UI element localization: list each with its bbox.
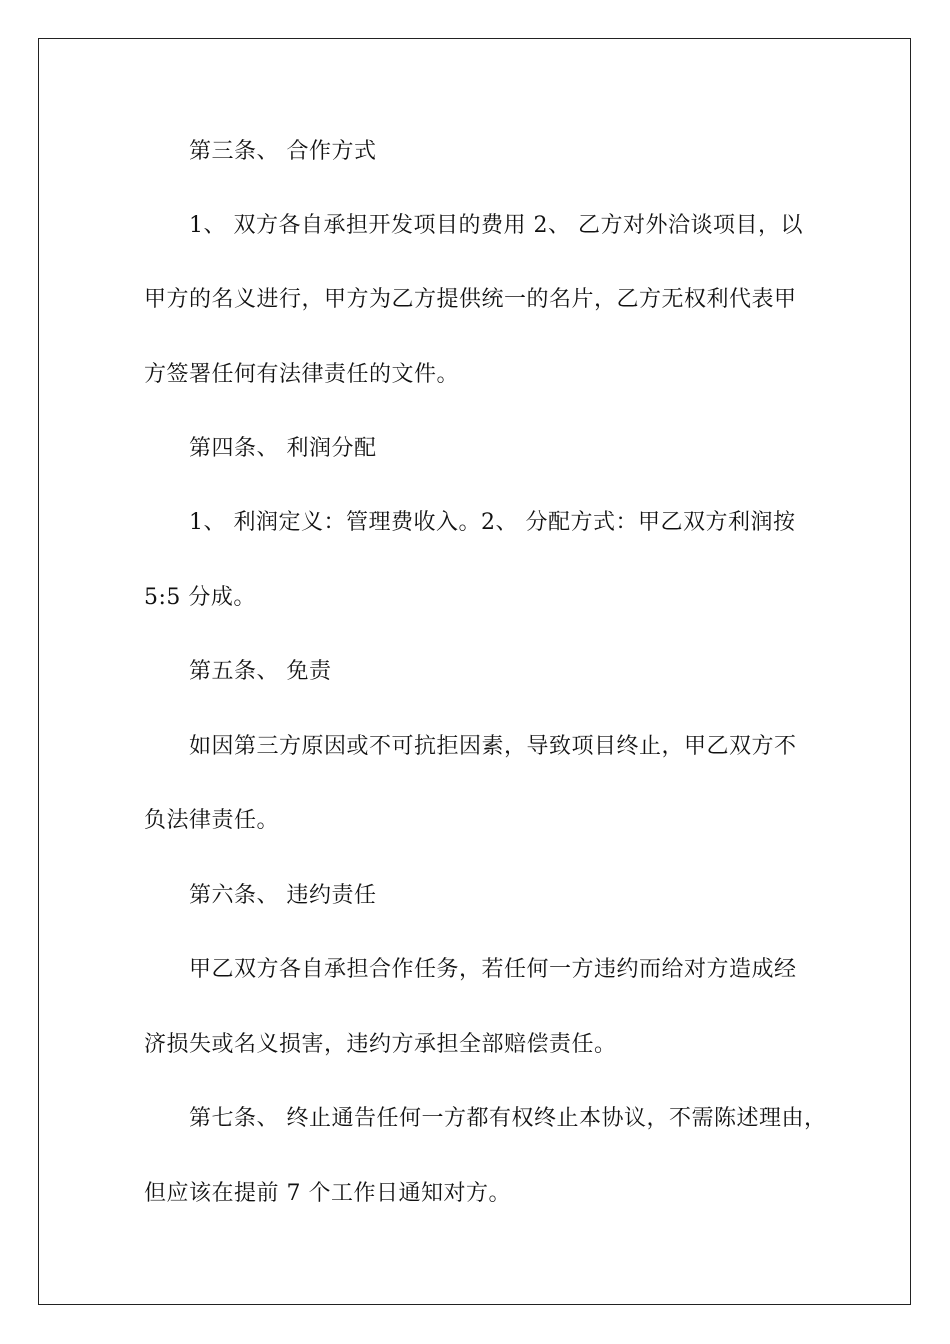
article-3-paragraph-line: 甲方的名义进行，甲方为乙方提供统一的名片，乙方无权利代表甲 bbox=[144, 287, 797, 312]
article-6-heading: 第六条、 违约责任 bbox=[189, 883, 377, 908]
article-7-paragraph-line: 但应该在提前 7 个工作日通知对方。 bbox=[144, 1181, 511, 1206]
article-6-paragraph-line: 甲乙双方各自承担合作任务，若任何一方违约而给对方造成经 bbox=[189, 957, 797, 982]
article-6-paragraph-line: 济损失或名义损害，违约方承担全部赔偿责任。 bbox=[144, 1032, 617, 1057]
article-4-heading: 第四条、 利润分配 bbox=[189, 436, 377, 461]
article-3-paragraph-line: 方签署任何有法律责任的文件。 bbox=[144, 362, 460, 387]
article-4-paragraph-line: 1、 利润定义：管理费收入。2、 分配方式：甲乙双方利润按 bbox=[189, 510, 796, 535]
article-3-paragraph-line: 1、 双方各自承担开发项目的费用 2、 乙方对外洽谈项目，以 bbox=[189, 213, 803, 238]
article-4-paragraph-line: 5:5 分成。 bbox=[144, 585, 256, 610]
article-5-heading: 第五条、 免责 bbox=[189, 659, 332, 684]
article-5-paragraph-line: 如因第三方原因或不可抗拒因素，导致项目终止，甲乙双方不 bbox=[189, 734, 797, 759]
article-7-heading: 第七条、 终止通告任何一方都有权终止本协议，不需陈述理由， bbox=[189, 1106, 827, 1131]
article-5-paragraph-line: 负法律责任。 bbox=[144, 808, 280, 833]
article-3-heading: 第三条、 合作方式 bbox=[189, 139, 377, 164]
